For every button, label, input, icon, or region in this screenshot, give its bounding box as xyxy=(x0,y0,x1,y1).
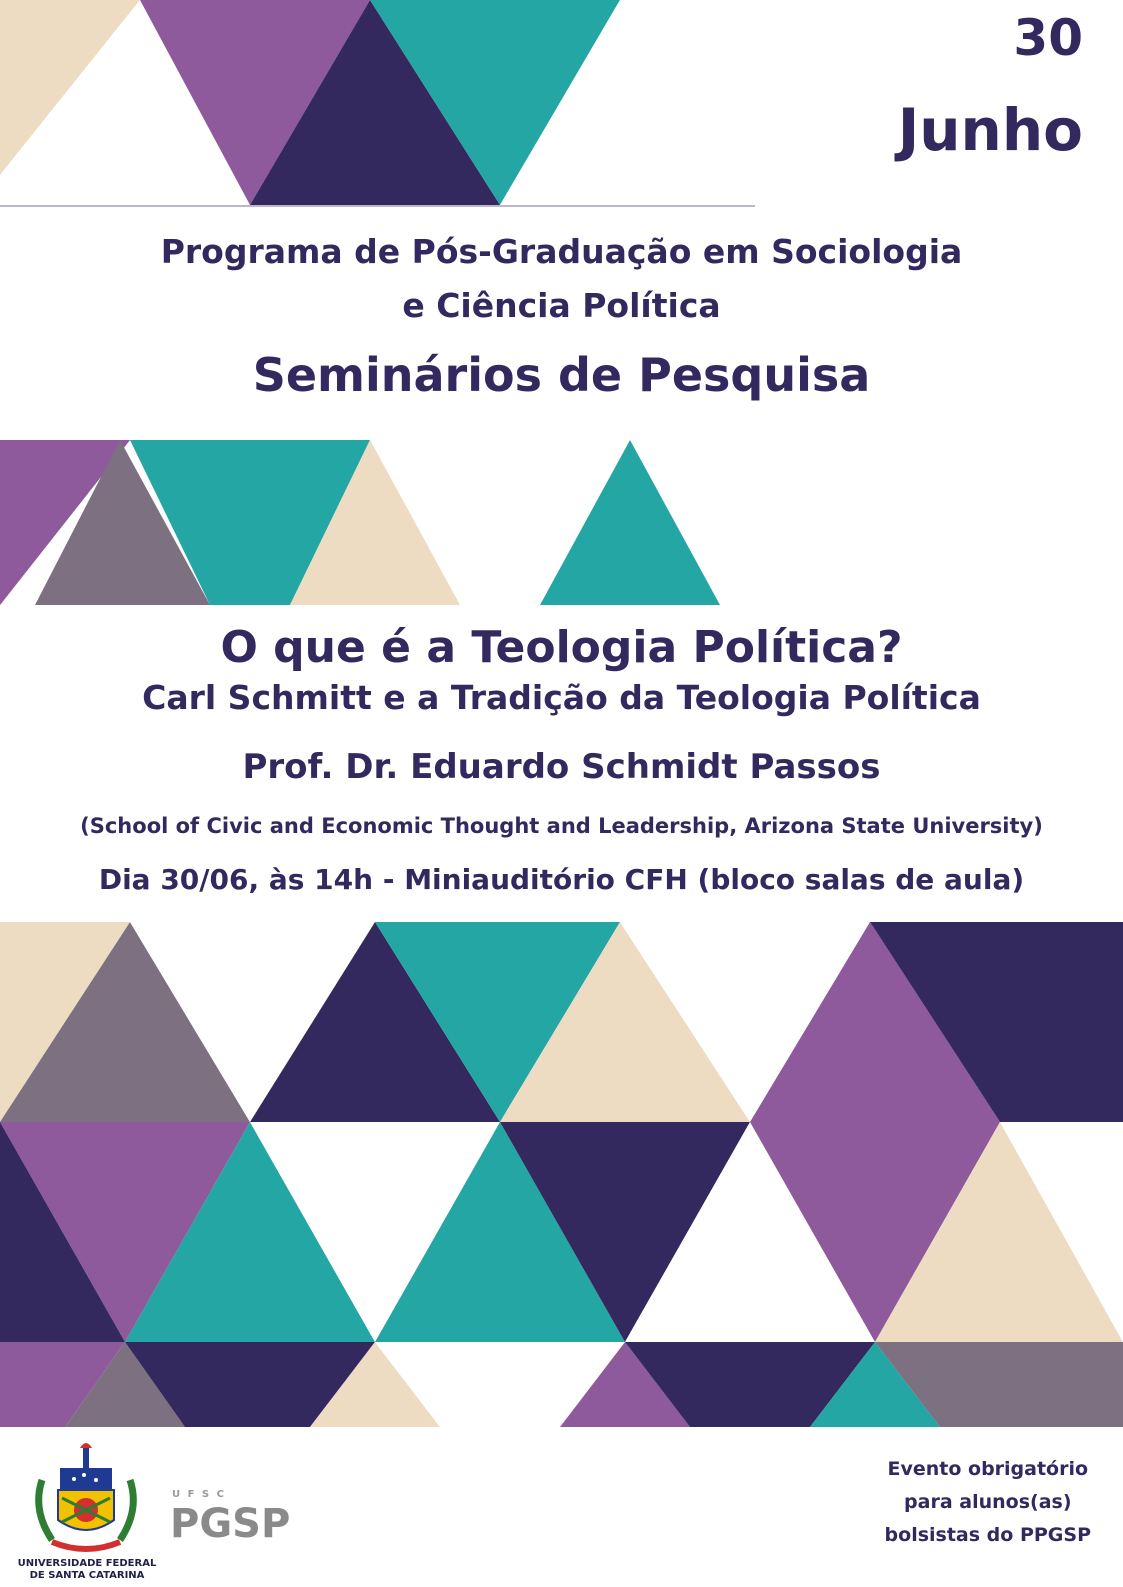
university-name-line2: DE SANTA CATARINA xyxy=(29,1570,145,1581)
bottom-triangle-mosaic xyxy=(0,922,1123,1427)
top-triangle-band xyxy=(0,0,760,210)
ufsc-logo xyxy=(17,1440,157,1581)
middle-triangle-band xyxy=(0,440,760,605)
event-day: 30 xyxy=(1013,9,1083,67)
ppgsp-logo xyxy=(168,1485,318,1545)
ppgsp-logo-small-text: U F S C xyxy=(172,1489,226,1500)
ufsc-crest-icon xyxy=(22,1440,150,1558)
event-month: Junho xyxy=(897,96,1083,164)
talk-title: O que é a Teologia Política? xyxy=(220,622,903,673)
scholarship-notice-line3: bolsistas do PPGSP xyxy=(884,1524,1091,1546)
program-name-line2: e Ciência Política xyxy=(402,286,721,325)
scholarship-notice-line2: para alunos(as) xyxy=(904,1491,1072,1513)
program-name-line1: Programa de Pós-Graduação em Sociologia xyxy=(160,232,963,271)
scholarship-notice xyxy=(885,1453,1091,1552)
university-name xyxy=(16,1558,158,1582)
speaker-affiliation: (School of Civic and Economic Thought and Leadership, Arizona State University) xyxy=(80,814,1043,838)
speaker-name: Prof. Dr. Eduardo Schmidt Passos xyxy=(242,747,881,787)
event-schedule: Dia 30/06, às 14h - Miniauditório CFH (bloco salas de aula) xyxy=(98,863,1025,896)
talk-subtitle: Carl Schmitt e a Tradição da Teologia Política xyxy=(142,678,981,717)
series-title: Seminários de Pesquisa xyxy=(252,348,871,402)
ppgsp-logo-text: PGSP xyxy=(170,1501,291,1545)
university-name-line1: UNIVERSIDADE FEDERAL xyxy=(17,1558,157,1569)
scholarship-notice-line1: Evento obrigatório xyxy=(887,1458,1089,1480)
